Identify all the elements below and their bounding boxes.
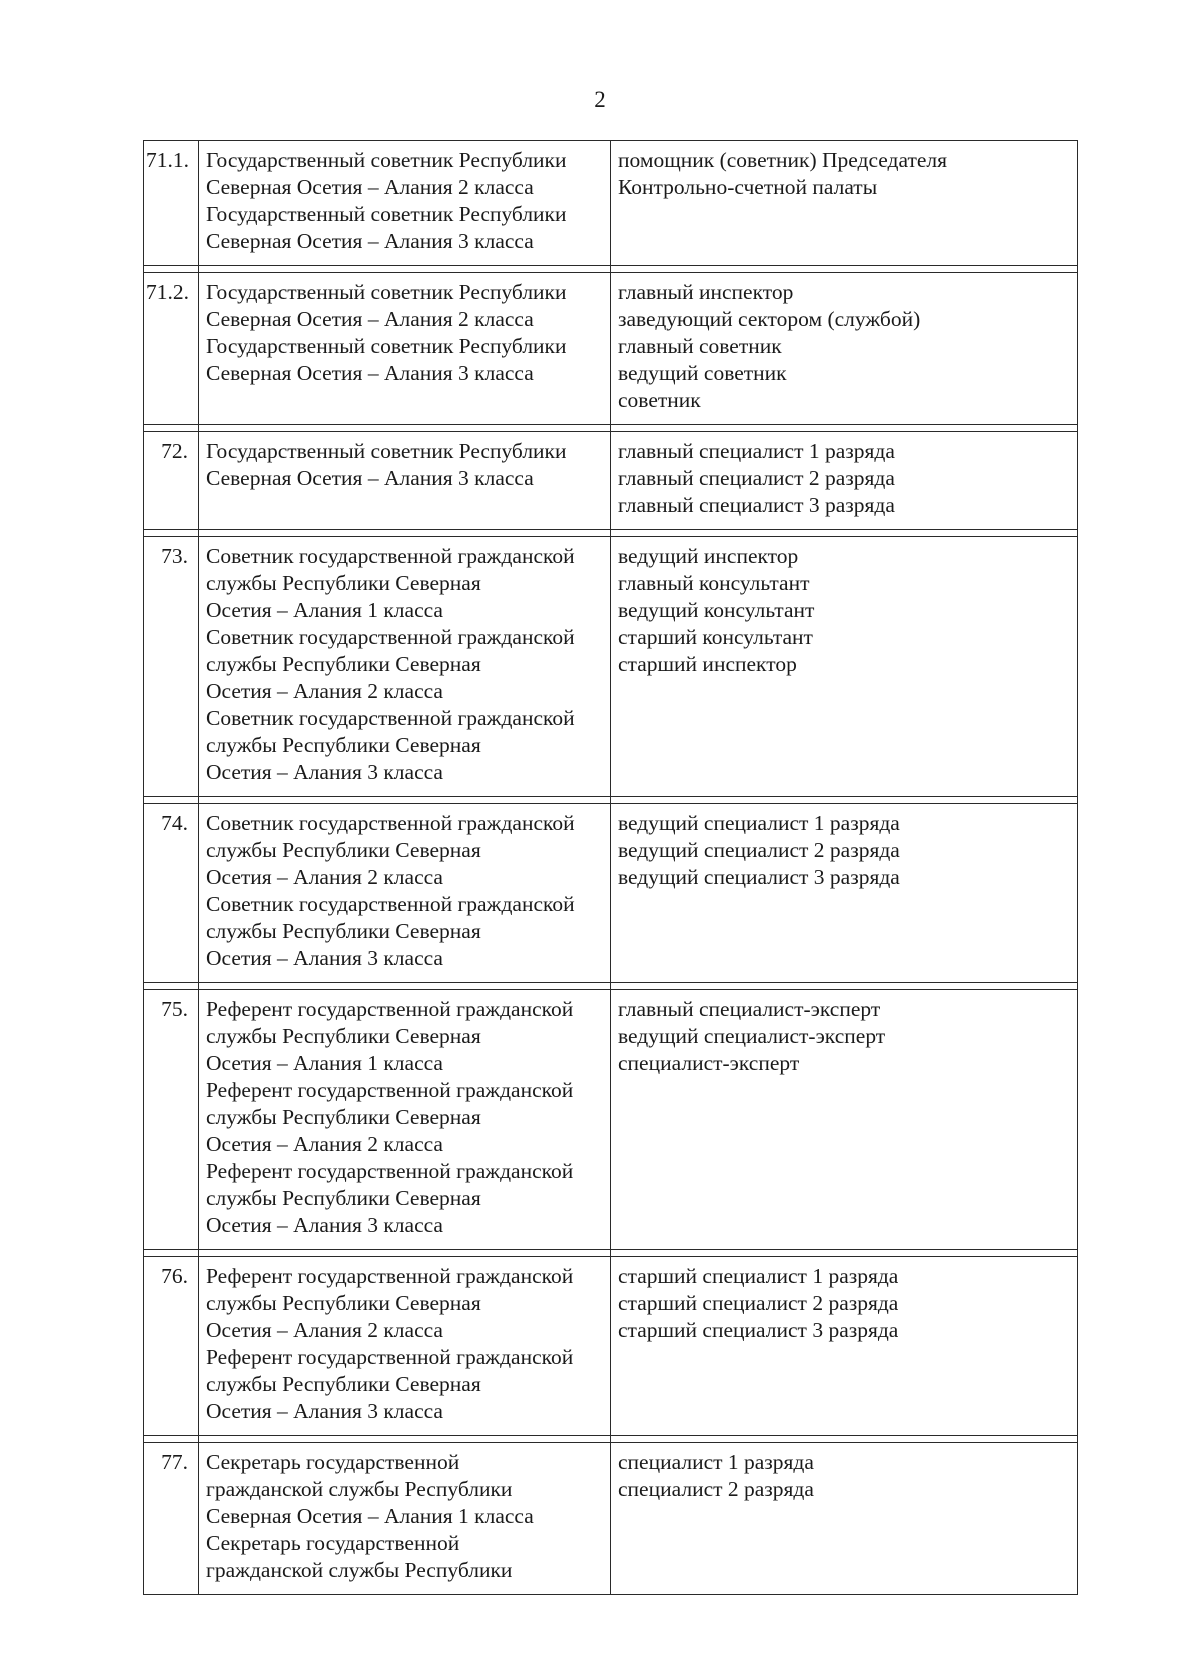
separator-cell (611, 266, 1078, 273)
ranks-positions-table (143, 140, 1078, 1595)
class-rank-line: Осетия – Алания 3 класса (206, 1399, 443, 1423)
class-rank-cell (199, 537, 611, 797)
class-rank-line: Северная Осетия – Алания 1 класса (206, 1504, 534, 1528)
class-rank-line: службы Республики Северная (206, 652, 481, 676)
class-rank-cell (199, 432, 611, 530)
row-separator (144, 797, 1078, 804)
position-line: специалист 2 разряда (618, 1477, 814, 1501)
position-cell (611, 1443, 1078, 1595)
position-line: ведущий специалист 3 разряда (618, 865, 900, 889)
position-line: специалист-эксперт (618, 1051, 800, 1075)
position-line: главный специалист 1 разряда (618, 439, 895, 463)
row-number: 76. (144, 1257, 199, 1436)
position-line: главный специалист-эксперт (618, 997, 881, 1021)
separator-cell (199, 425, 611, 432)
separator-cell (199, 1436, 611, 1443)
class-rank-line: Советник государственной гражданской (206, 811, 575, 835)
separator-cell (144, 425, 199, 432)
class-rank-cell (199, 141, 611, 266)
row-number: 72. (144, 432, 199, 530)
class-rank-line: Референт государственной гражданской (206, 1345, 574, 1369)
position-line: старший специалист 1 разряда (618, 1264, 899, 1288)
class-rank-line: службы Республики Северная (206, 1024, 481, 1048)
position-line: старший специалист 3 разряда (618, 1318, 899, 1342)
table-row (144, 273, 1078, 425)
position-line: ведущий инспектор (618, 544, 799, 568)
class-rank-line: службы Республики Северная (206, 1105, 481, 1129)
page-number: 2 (594, 87, 606, 112)
class-rank-line: Северная Осетия – Алания 3 класса (206, 229, 534, 253)
row-number: 73. (144, 537, 199, 797)
class-rank-line: Государственный советник Республики (206, 334, 567, 358)
class-rank-line: Северная Осетия – Алания 2 класса (206, 307, 534, 331)
class-rank-line: Секретарь государственной (206, 1531, 460, 1555)
class-rank-line: Государственный советник Республики (206, 202, 567, 226)
position-line: главный консультант (618, 571, 810, 595)
separator-cell (144, 266, 199, 273)
position-line: Контрольно-счетной палаты (618, 175, 878, 199)
class-rank-line: службы Республики Северная (206, 733, 481, 757)
separator-cell (611, 1436, 1078, 1443)
row-number: 71.1. (144, 141, 199, 266)
position-line: ведущий специалист 1 разряда (618, 811, 900, 835)
row-separator (144, 983, 1078, 990)
class-rank-line: Северная Осетия – Алания 3 класса (206, 466, 534, 490)
class-rank-cell (199, 1257, 611, 1436)
class-rank-line: Референт государственной гражданской (206, 1078, 574, 1102)
class-rank-line: Советник государственной гражданской (206, 625, 575, 649)
row-number: 71.2. (144, 273, 199, 425)
separator-cell (199, 1250, 611, 1257)
class-rank-line: Государственный советник Республики (206, 439, 567, 463)
class-rank-line: Северная Осетия – Алания 3 класса (206, 361, 534, 385)
class-rank-line: Советник государственной гражданской (206, 544, 575, 568)
separator-cell (144, 797, 199, 804)
class-rank-line: службы Республики Северная (206, 919, 481, 943)
class-rank-line: Референт государственной гражданской (206, 1264, 574, 1288)
class-rank-line: Осетия – Алания 3 класса (206, 1213, 443, 1237)
table-body (144, 141, 1078, 1595)
separator-cell (199, 266, 611, 273)
row-number: 74. (144, 804, 199, 983)
position-line: старший специалист 2 разряда (618, 1291, 899, 1315)
table-row (144, 141, 1078, 266)
class-rank-line: службы Республики Северная (206, 571, 481, 595)
table-row (144, 1443, 1078, 1595)
class-rank-cell (199, 804, 611, 983)
class-rank-cell (199, 273, 611, 425)
class-rank-line: Осетия – Алания 2 класса (206, 865, 443, 889)
position-line: заведующий сектором (службой) (618, 307, 921, 331)
class-rank-line: гражданской службы Республики (206, 1558, 513, 1582)
position-cell (611, 432, 1078, 530)
separator-cell (144, 1436, 199, 1443)
position-line: ведущий специалист 2 разряда (618, 838, 900, 862)
row-separator (144, 530, 1078, 537)
position-line: ведущий советник (618, 361, 787, 385)
class-rank-cell (199, 1443, 611, 1595)
table-row (144, 804, 1078, 983)
row-separator (144, 425, 1078, 432)
class-rank-line: Осетия – Алания 3 класса (206, 760, 443, 784)
separator-cell (144, 530, 199, 537)
separator-cell (611, 425, 1078, 432)
class-rank-line: Осетия – Алания 2 класса (206, 1132, 443, 1156)
separator-cell (144, 1250, 199, 1257)
table-row (144, 1257, 1078, 1436)
table-row (144, 537, 1078, 797)
class-rank-line: службы Республики Северная (206, 1372, 481, 1396)
separator-cell (199, 797, 611, 804)
position-line: ведущий специалист-эксперт (618, 1024, 886, 1048)
position-cell (611, 1257, 1078, 1436)
class-rank-line: службы Республики Северная (206, 838, 481, 862)
separator-cell (611, 797, 1078, 804)
row-number: 77. (144, 1443, 199, 1595)
position-cell (611, 273, 1078, 425)
class-rank-line: Государственный советник Республики (206, 148, 567, 172)
class-rank-line: Осетия – Алания 3 класса (206, 946, 443, 970)
position-line: старший инспектор (618, 652, 797, 676)
position-cell (611, 804, 1078, 983)
class-rank-line: Референт государственной гражданской (206, 1159, 574, 1183)
class-rank-cell (199, 990, 611, 1250)
class-rank-line: Северная Осетия – Алания 2 класса (206, 175, 534, 199)
row-separator (144, 266, 1078, 273)
position-line: главный советник (618, 334, 782, 358)
position-line: советник (618, 388, 701, 412)
position-line: главный инспектор (618, 280, 794, 304)
separator-cell (199, 530, 611, 537)
class-rank-line: Государственный советник Республики (206, 280, 567, 304)
separator-cell (611, 530, 1078, 537)
class-rank-line: службы Республики Северная (206, 1291, 481, 1315)
position-line: главный специалист 3 разряда (618, 493, 895, 517)
position-line: старший консультант (618, 625, 813, 649)
separator-cell (611, 1250, 1078, 1257)
row-separator (144, 1250, 1078, 1257)
table-row (144, 990, 1078, 1250)
class-rank-line: Осетия – Алания 2 класса (206, 1318, 443, 1342)
class-rank-line: Осетия – Алания 1 класса (206, 1051, 443, 1075)
class-rank-line: гражданской службы Республики (206, 1477, 513, 1501)
row-number: 75. (144, 990, 199, 1250)
class-rank-line: службы Республики Северная (206, 1186, 481, 1210)
separator-cell (199, 983, 611, 990)
position-line: ведущий консультант (618, 598, 815, 622)
position-cell (611, 990, 1078, 1250)
class-rank-line: Советник государственной гражданской (206, 706, 575, 730)
class-rank-line: Референт государственной гражданской (206, 997, 574, 1021)
position-line: специалист 1 разряда (618, 1450, 814, 1474)
position-cell (611, 537, 1078, 797)
separator-cell (611, 983, 1078, 990)
row-separator (144, 1436, 1078, 1443)
class-rank-line: Осетия – Алания 2 класса (206, 679, 443, 703)
class-rank-line: Секретарь государственной (206, 1450, 460, 1474)
class-rank-line: Советник государственной гражданской (206, 892, 575, 916)
separator-cell (144, 983, 199, 990)
class-rank-line: Осетия – Алания 1 класса (206, 598, 443, 622)
position-line: помощник (советник) Председателя (618, 148, 948, 172)
table-row (144, 432, 1078, 530)
position-cell (611, 141, 1078, 266)
position-line: главный специалист 2 разряда (618, 466, 895, 490)
